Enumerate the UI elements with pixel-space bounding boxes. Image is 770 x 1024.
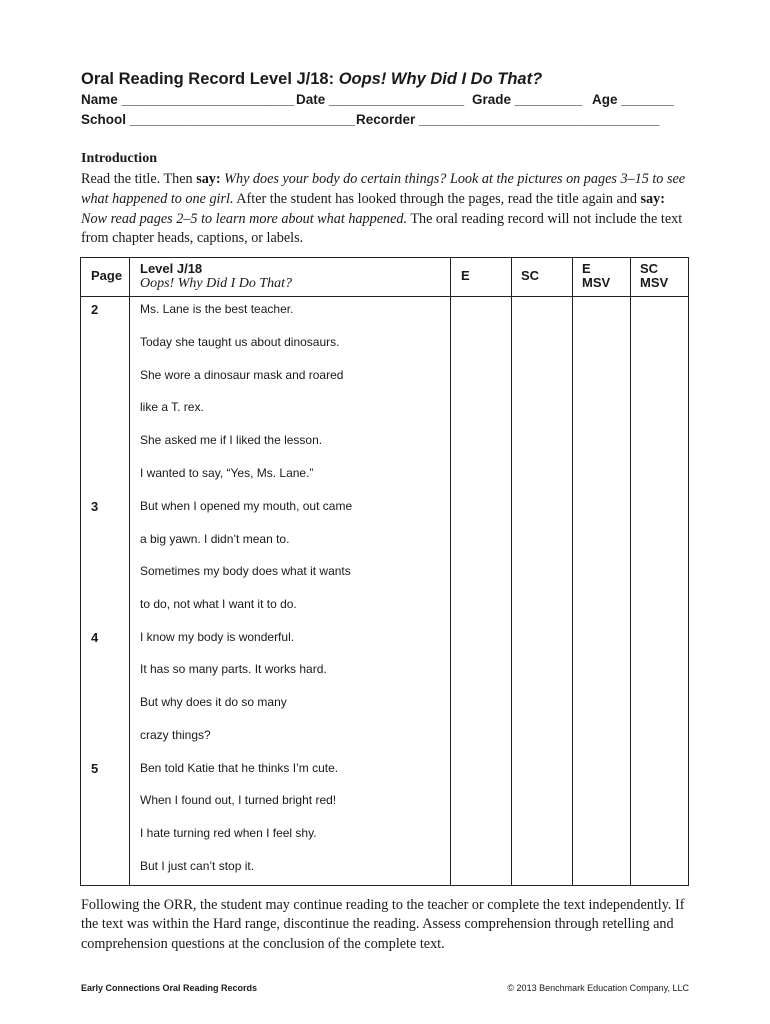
text-line: I know my body is wonderful. <box>140 630 295 644</box>
text-line: crazy things? <box>140 728 211 742</box>
col-header-e: E <box>461 268 470 283</box>
recorder-field[interactable]: Recorder ________________________________ <box>356 112 660 127</box>
text-line: I wanted to say, “Yes, Ms. Lane.” <box>140 466 314 480</box>
text-line: But why does it do so many <box>140 695 287 709</box>
page-number: 4 <box>91 630 99 645</box>
text-line: I hate turning red when I feel shy. <box>140 826 317 840</box>
title-prefix: Oral Reading Record Level J/18: <box>81 70 339 88</box>
footer-copyright: © 2013 Benchmark Education Company, LLC <box>507 983 689 993</box>
reading-record-table <box>80 257 689 886</box>
text-line: But I just can’t stop it. <box>140 859 255 873</box>
col-header-sc: SC <box>521 268 540 283</box>
closing-instructions: Following the ORR, the student may continue reading to the teacher or complete the text independently. If the text was within the Hard range, discontinue the reading. Assess comprehension through retelling and comprehension questions at the conclusion of the complete text. <box>81 897 685 952</box>
page-number: 3 <box>91 499 99 514</box>
text-line: like a T. rex. <box>140 400 204 414</box>
col-header-text: Level J/18 Oops! Why Did I Do That? <box>140 261 293 291</box>
text-line: Ms. Lane is the best teacher. <box>140 302 294 316</box>
student-info-row <box>81 92 674 107</box>
age-field[interactable]: Age _______ <box>592 92 674 107</box>
text-line: But when I opened my mouth, out came <box>140 499 353 513</box>
text-line: When I found out, I turned bright red! <box>140 793 337 807</box>
book-title: Oops! Why Did I Do That? <box>338 70 543 88</box>
grade-field[interactable]: Grade _________ <box>472 92 583 107</box>
page-number: 2 <box>91 302 99 317</box>
school-field[interactable]: School ______________________________ <box>81 112 355 127</box>
date-field[interactable]: Date __________________ <box>296 92 465 107</box>
text-line: Ben told Katie that he thinks I’m cute. <box>140 761 339 775</box>
col-header-e-msv: E MSV <box>582 261 611 290</box>
text-line: to do, not what I want it to do. <box>140 597 297 611</box>
introduction-text: Read the title. Then say: Why does your body do certain things? Look at the pictures on pages 3–15 to see what happened to one girl. After the student has looked through the pages, read the title again and say: Now read pages 2–5 to learn more about what happened. The oral reading record will not include the text from chapter heads, captions, or labels. <box>81 171 686 247</box>
text-line: a big yawn. I didn’t mean to. <box>140 532 290 546</box>
page-number: 5 <box>91 761 99 776</box>
text-line: Today she taught us about dinosaurs. <box>140 335 340 349</box>
school-info-row <box>81 112 659 127</box>
introduction-heading: Introduction <box>81 151 157 166</box>
name-field[interactable]: Name _______________________ <box>81 92 295 107</box>
page-title <box>81 70 542 89</box>
text-line: She asked me if I liked the lesson. <box>140 433 323 447</box>
col-header-sc-msv: SC MSV <box>640 261 669 290</box>
col-header-page: Page <box>91 268 123 283</box>
text-line: It has so many parts. It works hard. <box>140 662 327 676</box>
text-line: Sometimes my body does what it wants <box>140 564 351 578</box>
footer-series: Early Connections Oral Reading Records <box>81 983 258 993</box>
text-line: She wore a dinosaur mask and roared <box>140 368 344 382</box>
